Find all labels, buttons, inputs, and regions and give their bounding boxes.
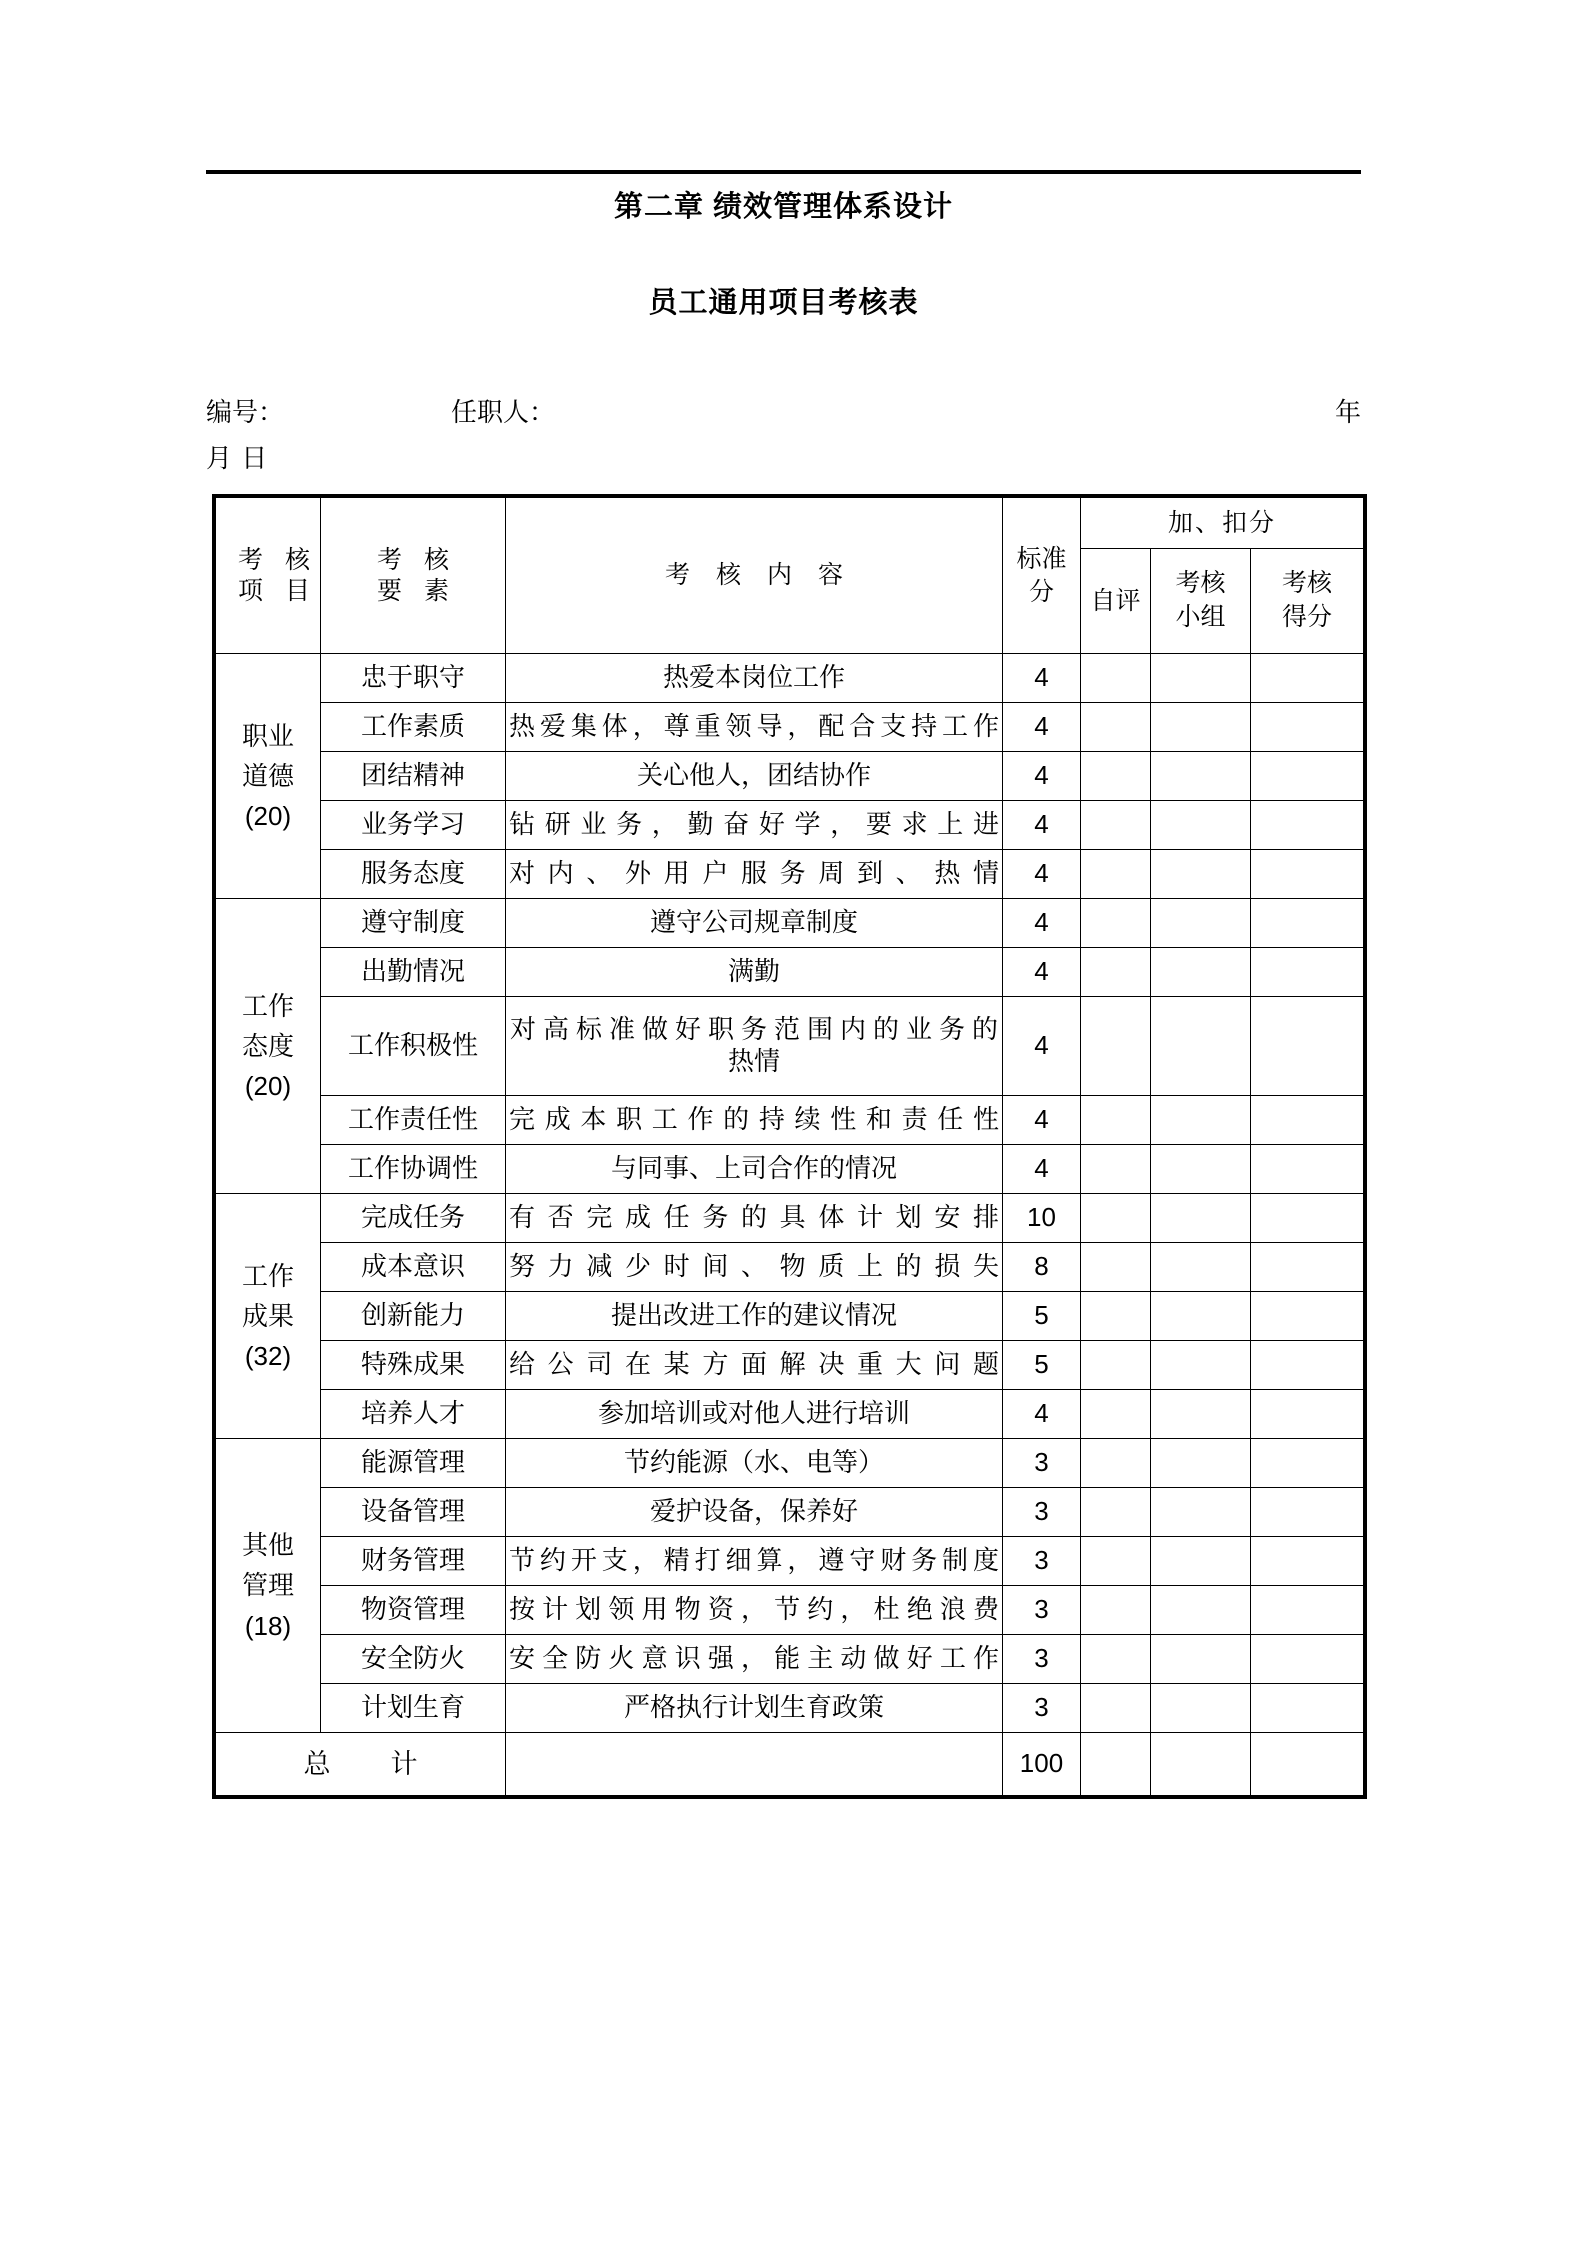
final-score-cell[interactable] [1251, 1292, 1364, 1341]
review-group-cell[interactable] [1151, 1243, 1251, 1292]
final-score-cell[interactable] [1251, 1488, 1364, 1537]
month-day-label: 月 日 [206, 443, 269, 473]
group-label-line: 工作 [241, 990, 294, 1021]
element-cell: 遵守制度 [321, 899, 506, 948]
content-line-2: 热情 [727, 1046, 780, 1076]
self-eval-cell[interactable] [1081, 752, 1151, 801]
content-cell [506, 1243, 1003, 1292]
element-cell: 计划生育 [321, 1684, 506, 1733]
group-label-cell [216, 654, 321, 899]
final-score-cell[interactable] [1251, 1341, 1364, 1390]
group-label-line: 工作 [241, 1260, 294, 1291]
review-group-cell[interactable] [1151, 1488, 1251, 1537]
final-score-cell[interactable] [1251, 654, 1364, 703]
element-cell: 创新能力 [321, 1292, 506, 1341]
standard-score-cell: 4 [1003, 801, 1081, 850]
review-group-cell[interactable] [1151, 752, 1251, 801]
content-cell [506, 703, 1003, 752]
content-cell: 热爱本岗位工作 [506, 654, 1003, 703]
review-group-cell[interactable] [1151, 703, 1251, 752]
table-row [216, 752, 1364, 801]
table-row [216, 997, 1364, 1096]
review-group-cell[interactable] [1151, 1390, 1251, 1439]
table-row [216, 703, 1364, 752]
self-eval-cell[interactable] [1081, 1537, 1151, 1586]
header-review-group [1151, 549, 1251, 654]
final-score-cell[interactable] [1251, 801, 1364, 850]
self-eval-cell[interactable] [1081, 899, 1151, 948]
content-cell [506, 850, 1003, 899]
header-project-line1: 考核 [238, 546, 333, 574]
table-row [216, 1537, 1364, 1586]
header-final-score [1251, 549, 1364, 654]
self-eval-cell[interactable] [1081, 1341, 1151, 1390]
table-row [216, 1439, 1364, 1488]
total-label-cell [216, 1733, 506, 1796]
self-eval-cell[interactable] [1081, 850, 1151, 899]
standard-score-cell: 3 [1003, 1635, 1081, 1684]
review-group-cell[interactable] [1151, 1341, 1251, 1390]
self-eval-cell[interactable] [1081, 801, 1151, 850]
element-cell: 设备管理 [321, 1488, 506, 1537]
meta-line [206, 392, 1361, 432]
standard-score-cell: 4 [1003, 899, 1081, 948]
final-score-cell[interactable] [1251, 1145, 1364, 1194]
review-group-cell[interactable] [1151, 1537, 1251, 1586]
group-label-cell [216, 1194, 321, 1439]
self-eval-cell[interactable] [1081, 948, 1151, 997]
standard-score-cell: 10 [1003, 1194, 1081, 1243]
standard-score-cell: 4 [1003, 752, 1081, 801]
review-group-cell[interactable] [1151, 899, 1251, 948]
standard-score-cell: 3 [1003, 1488, 1081, 1537]
review-group-cell[interactable] [1151, 654, 1251, 703]
standard-score-cell: 3 [1003, 1537, 1081, 1586]
content-cell [506, 1537, 1003, 1586]
final-score-cell[interactable] [1251, 1096, 1364, 1145]
self-eval-cell[interactable] [1081, 1194, 1151, 1243]
final-score-cell[interactable] [1251, 1243, 1364, 1292]
self-eval-cell[interactable] [1081, 997, 1151, 1096]
final-score-cell[interactable] [1251, 1635, 1364, 1684]
content-cell [506, 997, 1003, 1096]
table-row [216, 1096, 1364, 1145]
header-review-group-line1: 考核 [1175, 569, 1226, 598]
content-cell [506, 1096, 1003, 1145]
content-cell: 严格执行计划生育政策 [506, 1684, 1003, 1733]
table-row [216, 1586, 1364, 1635]
table-row [216, 801, 1364, 850]
final-score-cell[interactable] [1251, 752, 1364, 801]
header-standard-line1: 标准 [1016, 545, 1067, 573]
final-score-cell[interactable] [1251, 1194, 1364, 1243]
element-cell: 安全防火 [321, 1635, 506, 1684]
review-group-cell[interactable] [1151, 1439, 1251, 1488]
content-cell: 参加培训或对他人进行培训 [506, 1390, 1003, 1439]
standard-score-cell: 5 [1003, 1341, 1081, 1390]
element-cell: 完成任务 [321, 1194, 506, 1243]
table-row [216, 1684, 1364, 1733]
element-cell: 财务管理 [321, 1537, 506, 1586]
review-group-cell[interactable] [1151, 850, 1251, 899]
table-row [216, 899, 1364, 948]
content-text: 节约开支，精打细算，遵守财务制度 [509, 1545, 999, 1576]
final-score-cell[interactable] [1251, 703, 1364, 752]
header-content-label: 考核内容 [664, 561, 869, 590]
content-cell [506, 1341, 1003, 1390]
element-cell: 特殊成果 [321, 1341, 506, 1390]
header-review-group-line2: 小组 [1175, 603, 1226, 632]
review-group-cell[interactable] [1151, 1292, 1251, 1341]
content-cell [506, 801, 1003, 850]
content-line-1: 对高标准做好职务范围内的业务的 [510, 1014, 998, 1045]
group-label-line: 职业 [241, 720, 294, 751]
standard-score-cell: 4 [1003, 997, 1081, 1096]
element-cell: 工作责任性 [321, 1096, 506, 1145]
group-label-cell [216, 1439, 321, 1733]
group-label-cell [216, 899, 321, 1194]
self-eval-cell[interactable] [1081, 1096, 1151, 1145]
table-body [216, 654, 1364, 1796]
self-eval-cell[interactable] [1081, 1292, 1151, 1341]
header-project [216, 498, 333, 654]
review-group-cell[interactable] [1151, 1586, 1251, 1635]
total-standard-cell: 100 [1003, 1733, 1081, 1796]
table-row [216, 1194, 1364, 1243]
self-eval-cell[interactable] [1081, 1488, 1151, 1537]
group-label-line: (18) [244, 1610, 292, 1641]
content-text: 努力减少时间、物质上的损失 [509, 1251, 999, 1282]
content-cell [506, 1586, 1003, 1635]
header-final-score-line1: 考核 [1282, 569, 1333, 598]
standard-score-cell: 3 [1003, 1684, 1081, 1733]
self-eval-cell[interactable] [1081, 654, 1151, 703]
review-group-cell[interactable] [1151, 997, 1251, 1096]
content-cell: 节约能源（水、电等） [506, 1439, 1003, 1488]
header-element [321, 498, 506, 654]
content-cell: 遵守公司规章制度 [506, 899, 1003, 948]
self-eval-cell[interactable] [1081, 1684, 1151, 1733]
content-text: 按计划领用物资，节约，杜绝浪费 [509, 1594, 999, 1625]
table-row [216, 1635, 1364, 1684]
table-row [216, 1341, 1364, 1390]
content-cell: 与同事、上司合作的情况 [506, 1145, 1003, 1194]
element-cell: 工作积极性 [321, 997, 506, 1096]
review-group-cell[interactable] [1151, 801, 1251, 850]
content-cell: 关心他人，团结协作 [506, 752, 1003, 801]
standard-score-cell: 3 [1003, 1586, 1081, 1635]
element-cell: 忠于职守 [321, 654, 506, 703]
content-text: 对内、外用户服务周到、热情 [509, 858, 999, 889]
group-label-line: (32) [244, 1341, 292, 1372]
content-text: 完成本职工作的持续性和责任性 [509, 1104, 999, 1135]
standard-score-cell: 3 [1003, 1439, 1081, 1488]
review-group-cell[interactable] [1151, 1635, 1251, 1684]
table-row [216, 1390, 1364, 1439]
standard-score-cell: 4 [1003, 1145, 1081, 1194]
form-title: 员工通用项目考核表 [648, 287, 919, 319]
header-final-score-line2: 得分 [1282, 603, 1333, 632]
total-self-eval-cell[interactable] [1081, 1733, 1151, 1796]
table-row [216, 850, 1364, 899]
self-eval-cell[interactable] [1081, 1390, 1151, 1439]
self-eval-cell[interactable] [1081, 1586, 1151, 1635]
final-score-cell[interactable] [1251, 997, 1364, 1096]
element-cell: 能源管理 [321, 1439, 506, 1488]
header-self-eval: 自评 [1081, 549, 1151, 654]
standard-score-cell: 4 [1003, 703, 1081, 752]
number-label: 编号： [206, 397, 285, 427]
total-review-group-cell[interactable] [1151, 1733, 1251, 1796]
header-content [506, 498, 1003, 654]
final-score-cell[interactable] [1251, 850, 1364, 899]
content-cell [506, 1194, 1003, 1243]
group-label-line: 管理 [241, 1570, 294, 1601]
review-group-cell[interactable] [1151, 1096, 1251, 1145]
header-add-subtract: 加、扣分 [1081, 498, 1364, 549]
table-row [216, 1292, 1364, 1341]
group-label-line: 道德 [241, 760, 294, 791]
review-group-cell[interactable] [1151, 1145, 1251, 1194]
final-score-cell[interactable] [1251, 1586, 1364, 1635]
self-eval-cell[interactable] [1081, 1439, 1151, 1488]
content-text: 热爱集体，尊重领导，配合支持工作 [509, 711, 999, 742]
review-group-cell[interactable] [1151, 1194, 1251, 1243]
self-eval-cell[interactable] [1081, 1635, 1151, 1684]
standard-score-cell: 4 [1003, 850, 1081, 899]
element-cell: 团结精神 [321, 752, 506, 801]
group-label-line: (20) [244, 1071, 292, 1102]
table-row [216, 1243, 1364, 1292]
content-cell: 满勤 [506, 948, 1003, 997]
header-row-1 [216, 498, 1364, 549]
total-final-score-cell[interactable] [1251, 1733, 1364, 1796]
final-score-cell[interactable] [1251, 1537, 1364, 1586]
chapter-title: 第二章 绩效管理体系设计 [613, 191, 954, 223]
self-eval-cell[interactable] [1081, 1145, 1151, 1194]
total-content-cell [506, 1733, 1003, 1796]
table-row [216, 948, 1364, 997]
year-label: 年 [1334, 397, 1361, 427]
header-standard-line2: 分 [1028, 577, 1054, 606]
final-score-cell[interactable] [1251, 1684, 1364, 1733]
content-cell [506, 1635, 1003, 1684]
header-element-line1: 考核 [376, 546, 471, 574]
content-cell: 提出改进工作的建议情况 [506, 1292, 1003, 1341]
total-label: 总计 [303, 1748, 478, 1779]
content-text: 安全防火意识强，能主动做好工作 [509, 1643, 999, 1674]
element-cell: 培养人才 [321, 1390, 506, 1439]
assessment-table [215, 497, 1364, 1796]
review-group-cell[interactable] [1151, 948, 1251, 997]
standard-score-cell: 4 [1003, 654, 1081, 703]
header-element-line2: 要素 [376, 576, 471, 605]
element-cell: 业务学习 [321, 801, 506, 850]
self-eval-cell[interactable] [1081, 703, 1151, 752]
total-row [216, 1733, 1364, 1796]
table-row [216, 654, 1364, 703]
standard-score-cell: 4 [1003, 1096, 1081, 1145]
final-score-cell[interactable] [1251, 899, 1364, 948]
final-score-cell[interactable] [1251, 1390, 1364, 1439]
header-rule [206, 170, 1361, 174]
content-text: 钻研业务，勤奋好学，要求上进 [509, 809, 999, 840]
element-cell: 工作素质 [321, 703, 506, 752]
content-cell: 爱护设备，保养好 [506, 1488, 1003, 1537]
element-cell: 服务态度 [321, 850, 506, 899]
group-label-line: 成果 [241, 1300, 294, 1331]
header-standard-score [1003, 498, 1081, 654]
review-group-cell[interactable] [1151, 1684, 1251, 1733]
standard-score-cell: 4 [1003, 948, 1081, 997]
element-cell: 工作协调性 [321, 1145, 506, 1194]
standard-score-cell: 5 [1003, 1292, 1081, 1341]
element-cell: 物资管理 [321, 1586, 506, 1635]
group-label-line: 其他 [241, 1530, 294, 1561]
final-score-cell[interactable] [1251, 948, 1364, 997]
standard-score-cell: 8 [1003, 1243, 1081, 1292]
standard-score-cell: 4 [1003, 1390, 1081, 1439]
element-cell: 出勤情况 [321, 948, 506, 997]
content-text: 有否完成任务的具体计划安排 [509, 1202, 999, 1233]
self-eval-cell[interactable] [1081, 1243, 1151, 1292]
element-cell: 成本意识 [321, 1243, 506, 1292]
table-row [216, 1488, 1364, 1537]
table-header [216, 498, 1364, 654]
person-label: 任职人： [451, 397, 556, 427]
group-label-line: (20) [244, 801, 292, 832]
content-text: 给公司在某方面解决重大问题 [509, 1349, 999, 1380]
table-row [216, 1145, 1364, 1194]
group-label-line: 态度 [241, 1030, 294, 1061]
header-project-line2: 项目 [238, 576, 333, 605]
final-score-cell[interactable] [1251, 1439, 1364, 1488]
